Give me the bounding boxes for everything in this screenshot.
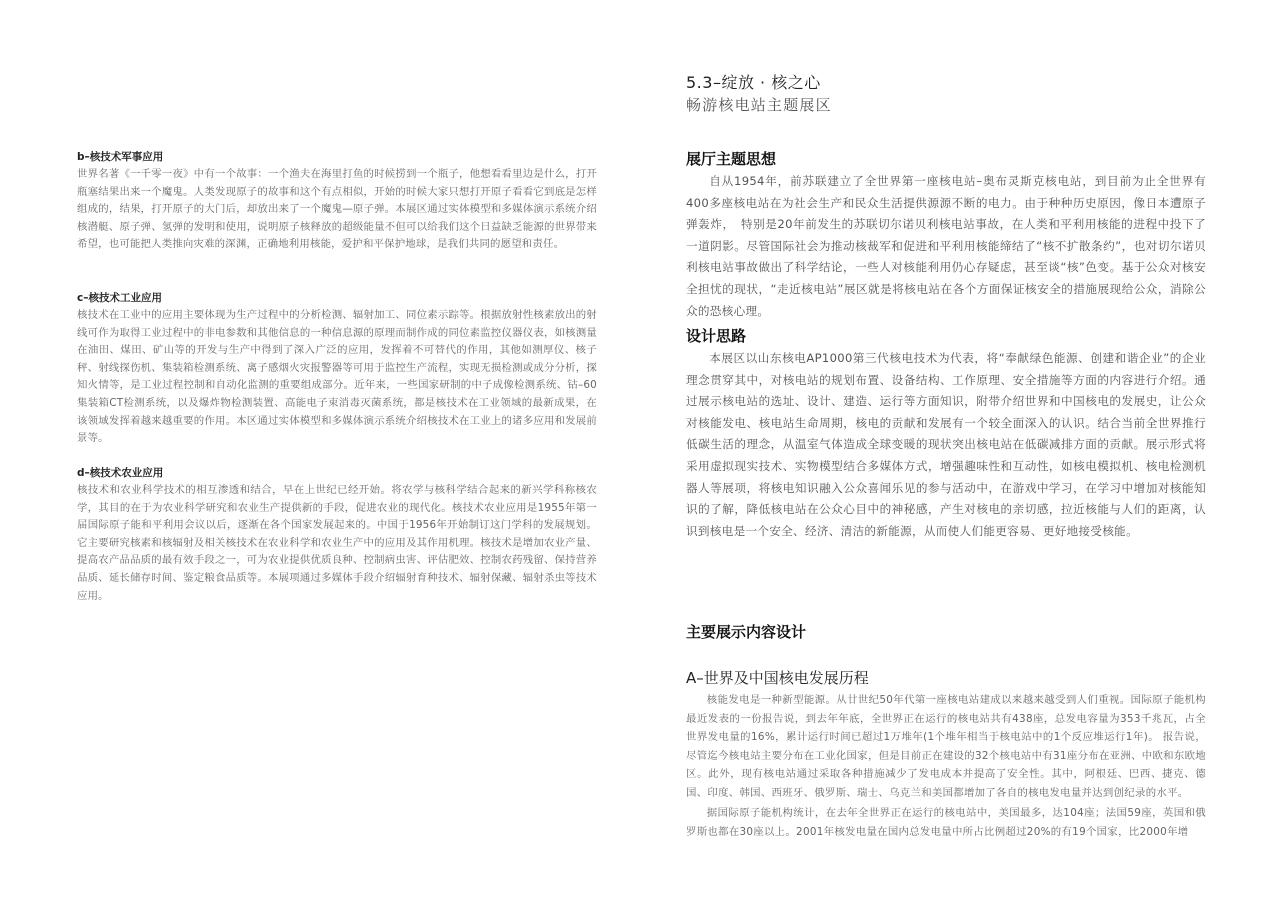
section-body: 世界名著《一千零一夜》中有一个故事：一个渔夫在海里打鱼的时候捞到一个瓶子，他想看看里边是什么，打开瓶塞结果出来一个魔鬼。人类发现原子的故事和这个有点相似，开始的时候大家只想打开原子看看它到底是怎样组成的，结果，打开原子的大门后，却放出来了一个魔鬼—原子弹。本展区通过实体模型和多媒体演示系统介绍核潜艇、原子弹、氢弹的发明和使用，说明原子核释放的超级能量不但可以给我们这个日益缺乏能源的世界带来希望，也可能把人类推向灾难的深渊，正确地利用核能，爱护和平保护地球，是我们共同的愿望和责任。 bbox=[77, 168, 597, 251]
section-body: 本展区以山东核电AP1000第三代核电技术为代表，将“奉献绿色能源、创建和谐企业”的企业理念贯穿其中，对核电站的规划布置、设备结构、工作原理、安全措施等方面的内容进行介绍。通过展示核电站的选址、设计、建造、运行等方面知识，附带介绍世界和中国核电的发展史，让公众对核能发电、核电站生命周期，核电的贡献和发展有一个较全面深入的认识。结合当前全世界推行低碳生活的理念，从温室气体造成全球变暖的现状突出核电站在低碳减排方面的贡献。展示形式将采用虚拟现实技术、实物模型结合多媒体方式，增强趣味性和互动性，如核电模拟机、核电检测机器人等展项，将核电知识融入公众喜闻乐见的参与活动中，在游戏中学习，在学习中增加对核能知识的了解，降低核电站在公众心目中的神秘感，产生对核电的亲切感，拉近核能与人们的距离，认识到核电是一个安全、经济、清洁的新能源，从而使人们能更容易、更好地接受核能。 bbox=[686, 351, 1206, 538]
section-heading: c–核技术工业应用 bbox=[77, 292, 162, 304]
section-heading: A–世界及中国核电发展历程 bbox=[686, 669, 869, 687]
section-design-concept bbox=[686, 326, 1206, 542]
section-heading: 设计思路 bbox=[686, 327, 747, 345]
section-main-content-design bbox=[686, 622, 1206, 642]
right-page bbox=[640, 0, 1280, 905]
chapter-subtitle: 畅游核电站主题展区 bbox=[686, 96, 832, 114]
section-paragraph: 据国际原子能机构统计，在去年全世界正在运行的核电站中，美国最多，达104座；法国59座，英国和俄罗斯也都在30座以上。2001年核发电量在国内总发电量中所占比例超过20%的有19个国家，比2000年增 bbox=[686, 807, 1206, 838]
section-industrial-application bbox=[77, 291, 597, 448]
section-paragraph: 核能发电是一种新型能源。从廿世纪50年代第一座核电站建成以来越来越受到人们重视。国际原子能机构最近发表的一份报告说，到去年年底，全世界正在运行的核电站共有438座，总发电容量为353千兆瓦，占全世界发电量的16%，累计运行时间已超过1万堆年(1个堆年相当于核电站中的1个反应堆运行1年)。 报告说，尽管迄今核电站主要分布在工业化国家，但是目前正在建设的32个核电站中有31座分布在亚洲、中欧和东欧地区。此外，现有核电站通过采取各种措施减少了发电成本并提高了安全性。其中，阿根廷、巴西、捷克、德国、印度、韩国、西班牙、俄罗斯、瑞士、乌克兰和美国都增加了各自的核电发电量并达到创纪录的水平。 bbox=[686, 694, 1206, 799]
chapter-title: 5.3–绽放 · 核之心 bbox=[686, 73, 821, 92]
section-heading: 展厅主题思想 bbox=[686, 150, 777, 168]
section-body: 核技术在工业中的应用主要体现为生产过程中的分析检测、辐射加工、同位素示踪等。根据放射性核素放出的射线可作为取得工业过程中的非电参数和其他信息的一种信息源的原理而制作成的同位素监控仪器仪表，如核测量在油田、煤田、矿山等的开发与生产中得到了深入广泛的应用，发挥着不可替代的作用，其他如测厚仪、核子秤、射线探伤机、集装箱检测系统、离子感烟火灾报警器等可用于监控生产流程，实现无损检测或成分分析，探知火情等，是工业过程控制和自动化监测的重要组成部分。近年来，一些国家研制的中子成像检测系统、钴–60集装箱CT检测系统，以及爆炸物检测装置、高能电子束消毒灭菌系统，都是核技术在工业领域的最新成果，在该领域发挥着越来越重要的作用。本区通过实体模型和多媒体演示系统介绍核技术在工业上的诸多应用和发展前景等。 bbox=[77, 309, 597, 445]
section-heading: d–核技术农业应用 bbox=[77, 467, 164, 479]
section-exhibition-theme bbox=[686, 149, 1206, 322]
section-heading: 主要展示内容设计 bbox=[686, 623, 807, 641]
section-body: 自从1954年，前苏联建立了全世界第一座核电站–奥布灵斯克核电站，到目前为止全世界有400多座核电站在为社会生产和民众生活提供源源不断的电力。由于种种历史原因，像日本遭原子弹轰炸， 特别是20年前发生的苏联切尔诺贝利核电站事故，在人类和平利用核能的进程中投下了一道阴影。尽管国际社会为推动核裁军和促进和平利用核能缔结了“核不扩散条约”，也对切尔诺贝利核电站事故做出了科学结论，一些人对核能利用仍心存疑虑，甚至谈“核”色变。基于公众对核安全担忧的现状，“走近核电站”展区就是将核电站在各个方面保证核安全的措施展现给公众，消除公众的恐核心理。 bbox=[686, 174, 1206, 318]
section-agricultural-application bbox=[77, 466, 597, 605]
section-body: 核技术和农业科学技术的相互渗透和结合，早在上世纪已经开始。将农学与核科学结合起来的新兴学科称核农学，其目的在于为农业科学研究和农业生产提供新的手段，促进农业的现代化。核技术农业应用是1955年第一届国际原子能和平利用会议以后，逐渐在各个国家发展起来的。中国于1956年开始制订这门学科的发展规划。它主要研究核素和核辐射及相关核技术在农业科学和农业生产中的应用及其作用机理。核技术是增加农业产量、提高农产品品质的最有效手段之一，可为农业提供优质良种、控制病虫害、评估肥效、控制农药残留、保持营养品质、延长储存时间、鉴定粮食品质等。本展项通过多媒体手段介绍辐射育种技术、辐射保藏、辐射杀虫等技术应用。 bbox=[77, 484, 597, 602]
section-heading: b–核技术军事应用 bbox=[77, 151, 164, 163]
section-military-application bbox=[77, 150, 597, 254]
section-nuclear-history bbox=[686, 668, 1206, 841]
